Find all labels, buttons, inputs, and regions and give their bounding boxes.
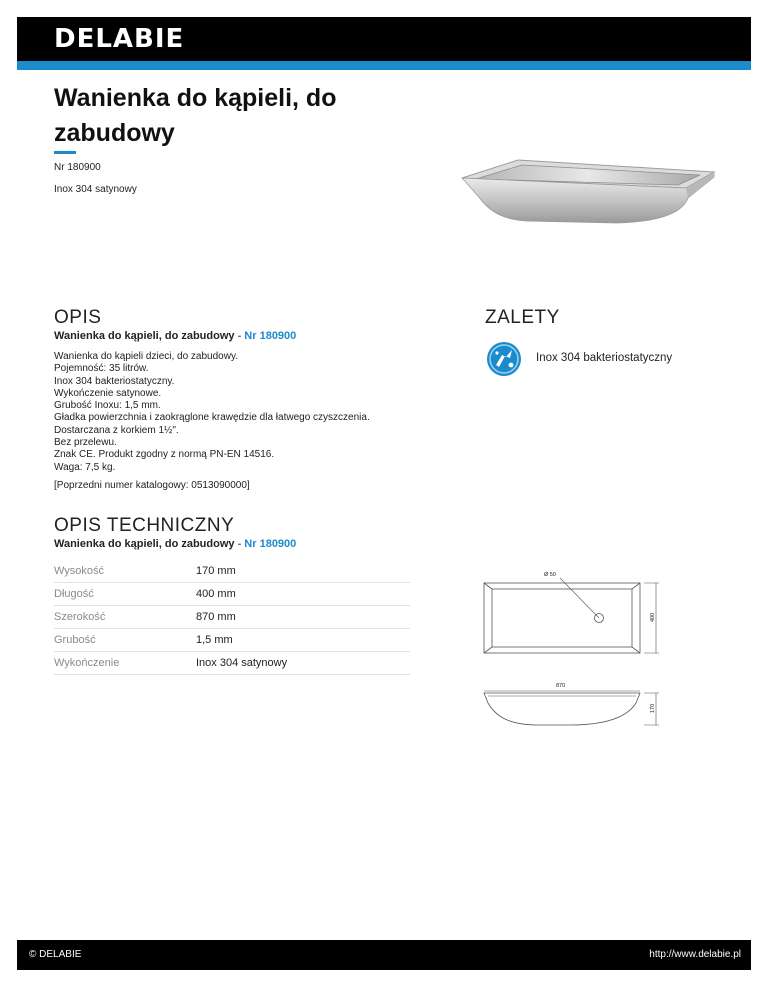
description-line: Gładka powierzchnia i zaokrąglone krawędzie dla łatwego czyszczenia.	[54, 412, 370, 424]
description-line: Grubość Inoxu: 1,5 mm.	[54, 400, 161, 412]
spec-value: 870 mm	[196, 606, 410, 629]
zalety-heading: ZALETY	[485, 307, 560, 328]
tech-subtitle-nr: Nr 180900	[244, 538, 297, 550]
opis-subtitle-nr: Nr 180900	[244, 330, 297, 342]
bacteriostatic-icon	[486, 341, 522, 377]
technical-drawing	[474, 565, 674, 745]
footer-url-link[interactable]: http://www.delabie.pl	[649, 949, 741, 960]
plan-inner	[492, 589, 632, 647]
depth-label: 400	[650, 612, 656, 622]
spec-value: 170 mm	[196, 560, 410, 583]
spec-key: Długość	[54, 583, 196, 606]
description-line: Pojemność: 35 litrów.	[54, 363, 149, 375]
spec-value: 1,5 mm	[196, 629, 410, 652]
footer-copyright: © DELABIE	[29, 949, 82, 960]
spec-key: Szerokość	[54, 606, 196, 629]
description-line: Wykończenie satynowe.	[54, 387, 162, 399]
opis-subtitle-sep: -	[234, 330, 245, 342]
product-number: Nr 180900	[54, 162, 101, 173]
spec-row	[54, 652, 410, 675]
previous-catalog-number: [Poprzedni numer katalogowy: 0513090000]	[54, 480, 250, 491]
page-title: Wanienka do kąpieli, do zabudowy	[54, 84, 337, 147]
header-accent-stripe	[17, 61, 751, 70]
opis-subtitle	[54, 330, 296, 342]
advantage-label: Inox 304 bakteriostatyczny	[536, 352, 673, 364]
tech-heading: OPIS TECHNICZNY	[54, 515, 235, 536]
side-profile	[484, 693, 640, 725]
product-material: Inox 304 satynowy	[54, 184, 137, 195]
drain-label: Ø 50	[544, 572, 556, 578]
spec-value: 400 mm	[196, 583, 410, 606]
opis-heading: OPIS	[54, 307, 102, 328]
spec-key: Grubość	[54, 629, 196, 652]
spec-row	[54, 606, 410, 629]
bathtub-image	[456, 150, 718, 236]
title-underline	[54, 151, 76, 154]
tech-subtitle	[54, 538, 296, 550]
spec-table	[54, 560, 410, 675]
spec-key: Wysokość	[54, 560, 196, 583]
spec-key: Wykończenie	[54, 652, 196, 675]
delabie-logo[interactable]: DELABIE	[54, 24, 185, 54]
length-label: 870	[556, 683, 566, 689]
height-label: 170	[650, 703, 656, 713]
tech-subtitle-sep: -	[234, 538, 245, 550]
plan-outline	[484, 583, 640, 653]
opis-subtitle-name: Wanienka do kąpieli, do zabudowy	[54, 330, 235, 342]
spec-row	[54, 583, 410, 606]
spec-row	[54, 560, 410, 583]
spec-row	[54, 629, 410, 652]
footer-bar	[17, 940, 751, 970]
description-line: Waga: 7,5 kg.	[54, 461, 116, 473]
header-bar	[17, 17, 751, 61]
description-line: Znak CE. Produkt zgodny z normą PN-EN 14516.	[54, 449, 275, 461]
spec-value: Inox 304 satynowy	[196, 652, 410, 675]
description-line: Wanienka do kąpieli dzieci, do zabudowy.	[54, 351, 238, 362]
description-text	[54, 351, 370, 474]
description-line: Dostarczana z korkiem 1½".	[54, 424, 179, 436]
description-line: Bez przelewu.	[54, 437, 117, 449]
tech-subtitle-name: Wanienka do kąpieli, do zabudowy	[54, 538, 235, 550]
description-line: Inox 304 bakteriostatyczny.	[54, 375, 175, 387]
